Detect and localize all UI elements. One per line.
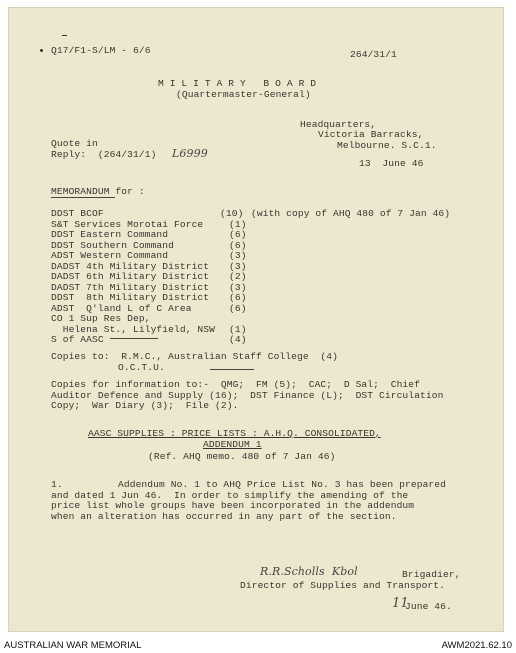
signature-rank: Brigadier, [402,569,461,580]
memo-underline [51,197,115,198]
copies-to-octu: O.C.T.U. [118,362,165,373]
paragraph-line: price list whole groups have been incorporated in the addendum [51,500,415,511]
dist-name: Helena St., Lilyfield, NSW [51,323,216,335]
dist-name: DADST 7th Military District [51,281,210,293]
dist-count: (4) [229,334,247,345]
signature-date: June 46. [405,601,452,612]
dist-count: (1) [229,218,247,230]
subject-reference: (Ref. AHQ memo. 480 of 7 Jan 46) [148,451,336,462]
memo-heading: MEMORANDUM for : [51,186,145,197]
signature: R.R.Scholls Kbol [260,565,362,578]
copies-info-line: Copies for information to:- QMG; FM (5); CAC; D Sal; Chief [51,379,421,390]
dist-name: CO 1 Sup Res Dep, [51,313,151,324]
ink-mark [40,49,43,52]
dist-count: (6) [229,239,247,251]
dist-count: (3) [229,281,247,293]
dist-name: DDST Eastern Command [51,229,169,240]
copies-to: Copies to: R.M.C., Australian Staff College (4) [51,351,339,362]
dist-count: (6) [229,302,247,314]
dist-name: S of AASC [51,334,104,345]
copies-info-line: Auditor Defence and Supply (16); DST Finance (L); DST Circulation [51,389,444,401]
address-line-3: Melbourne. S.C.1. [337,140,437,151]
dist-name: ADST Q'land L of C Area [51,302,192,314]
list-end-rule [110,338,158,339]
ink-mark [62,35,67,36]
dist-name: DADST 4th Military District [51,260,210,272]
paragraph-line: when an alteration has occurred in any part of the section. [51,510,397,522]
board-title: M I L I T A R Y B O A R D [158,78,317,89]
dist-count: (10) [220,208,244,219]
dist-name: DDST Southern Command [51,239,175,251]
dist-count: (2) [229,271,247,282]
copies-end-rule [210,369,254,370]
paragraph-number: 1. [51,479,63,490]
dist-count: (3) [229,260,247,272]
dist-name: ADST Western Command [51,250,169,261]
handwritten-day: 11 [392,596,409,611]
subject-line-1: AASC SUPPLIES : PRICE LISTS : A.H.Q. CONSOLIDATED, [88,428,381,439]
dist-name: DDST 8th Military District [51,292,210,303]
dist-count: (1) [229,323,247,335]
dist-name: DDST BCOF [51,208,104,219]
reference-number: 264/31/1 [350,49,397,60]
paragraph-line: and dated 1 Jun 46. In order to simplify the amending of the [51,489,409,501]
dist-count: (3) [229,250,247,261]
signature-title: Director of Supplies and Transport. [240,580,446,591]
document-date: 13 June 46 [359,158,424,169]
handwritten-number: L6999 [172,147,208,160]
dist-note: (with copy of AHQ 480 of 7 Jan 46) [251,208,451,219]
footer-institution: AUSTRALIAN WAR MEMORIAL [4,640,142,651]
dist-name: S&T Services Morotai Force [51,218,204,230]
copies-info-line: Copy; War Diary (3); File (2). [51,400,239,411]
quote-label: Quote in [51,138,98,149]
dist-count: (6) [229,292,247,303]
footer-accession: AWM2021.62.10 [441,640,512,651]
dist-name: DADST 6th Military District [51,271,210,282]
address-line-2: Victoria Barracks, [318,129,424,140]
address-line-1: Headquarters, [300,119,377,130]
file-reference: Q17/F1-S/LM - 6/6 [51,45,151,56]
paragraph-line: Addendum No. 1 to AHQ Price List No. 3 has been prepared [118,479,447,490]
board-subtitle: (Quartermaster-General) [176,89,311,100]
quote-reply: Reply: (264/31/1) [51,149,157,160]
dist-count: (6) [229,229,247,240]
subject-line-2: ADDENDUM 1 [203,438,262,450]
